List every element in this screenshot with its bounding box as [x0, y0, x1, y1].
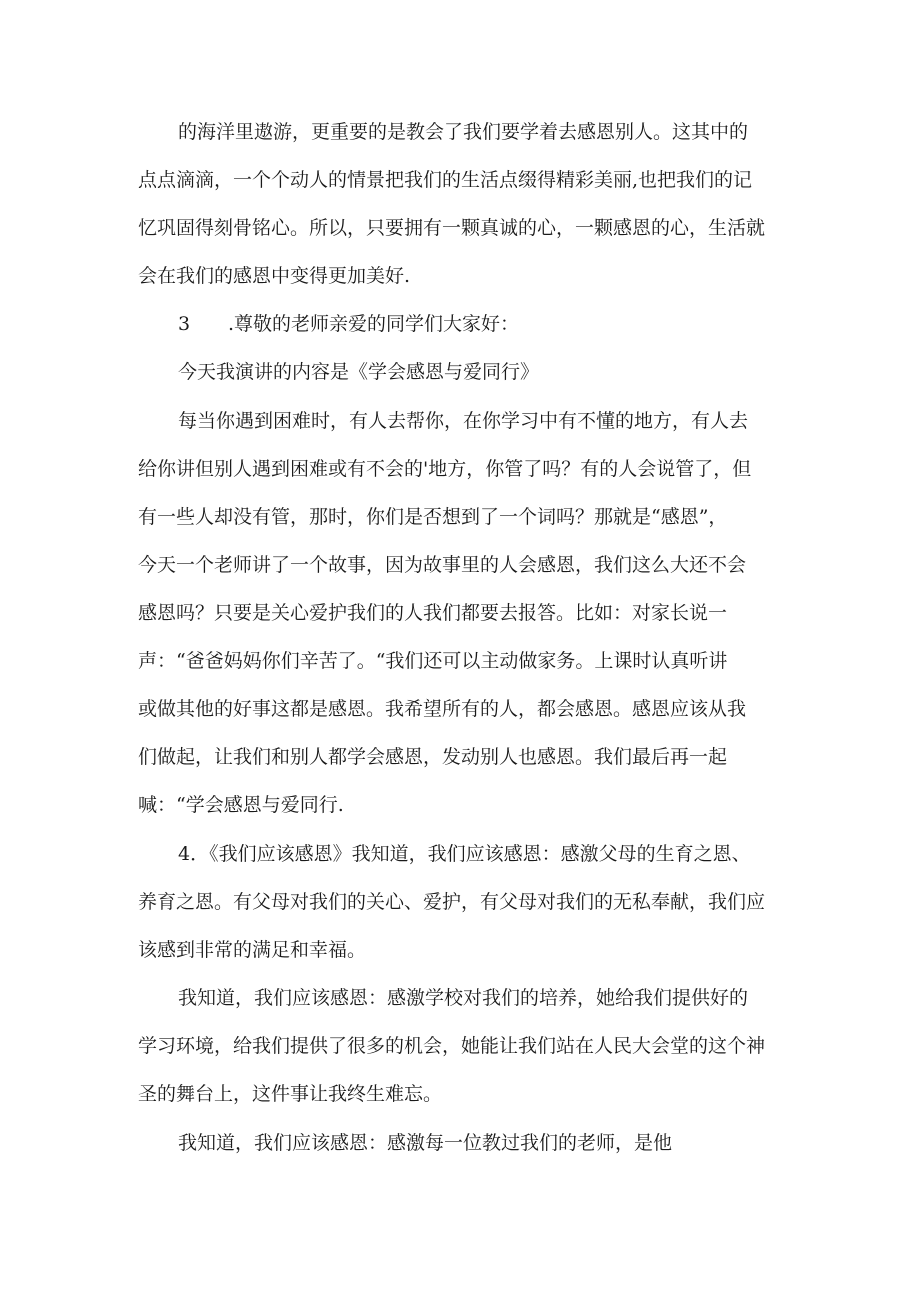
text-line: 我知道，我们应该感恩：感激每一位教过我们的老师，是他 [178, 1132, 673, 1154]
text-line: 会在我们的感恩中变得更加美好. [138, 265, 411, 287]
text-line: 每当你遇到困难时，有人去帮你，在你学习中有不懂的地方，有人去 [178, 410, 749, 432]
text-line: 点点滴滴，一个个动人的情景把我们的生活点缀得精彩美丽,也把我们的记 [138, 169, 753, 191]
text-line: 该感到非常的满足和幸福。 [138, 939, 367, 961]
text-line: 圣的舞台上，这件事让我终生难忘。 [138, 1083, 443, 1105]
text-line: 的海洋里遨游，更重要的是教会了我们要学着去感恩别人。这其中的 [178, 121, 749, 143]
text-line: 感恩吗？只要是关心爱护我们的人我们都要去报答。比如：对家长说一 [138, 602, 728, 624]
text-line: 有一些人却没有管，那时，你们是否想到了一个词吗？那就是“感恩”， [138, 506, 728, 528]
text-line: 或做其他的好事这都是感恩。我希望所有的人，都会感恩。感恩应该从我 [138, 698, 747, 720]
text-line: 忆巩固得刻骨铭心。所以，只要拥有一颗真诚的心，一颗感恩的心，生活就 [138, 217, 766, 239]
text-line: 养育之恩。有父母对我们的关心、爱护，有父母对我们的无私奉献，我们应 [138, 891, 766, 913]
text-line: 今天我演讲的内容是《学会感恩与爱同行》 [178, 361, 540, 383]
text-line: 喊：“学会感恩与爱同行. [138, 794, 344, 816]
text-line: 们做起，让我们和别人都学会感恩，发动别人也感恩。我们最后再一起 [138, 746, 728, 768]
text-line: 4．《我们应该感恩》我知道，我们应该感恩：感激父母的生育之恩、 [178, 843, 751, 865]
text-line: .尊敬的老师亲爱的同学们大家好： [228, 313, 520, 335]
text-line: 学习环境，给我们提供了很多的机会，她能让我们站在人民大会堂的这个神 [138, 1035, 766, 1057]
text-line: 给你讲但别人遇到困难或有不会的'地方，你管了吗？有的人会说管了，但 [138, 458, 752, 480]
text-line: 我知道，我们应该感恩：感激学校对我们的培养，她给我们提供好的 [178, 987, 749, 1009]
text-line: 声：“爸爸妈妈你们辛苦了。“我们还可以主动做家务。上课时认真听讲 [138, 650, 728, 672]
text-line: 今天一个老师讲了一个故事，因为故事里的人会感恩，我们这么大还不会 [138, 554, 747, 576]
list-number: 3 [178, 313, 191, 335]
